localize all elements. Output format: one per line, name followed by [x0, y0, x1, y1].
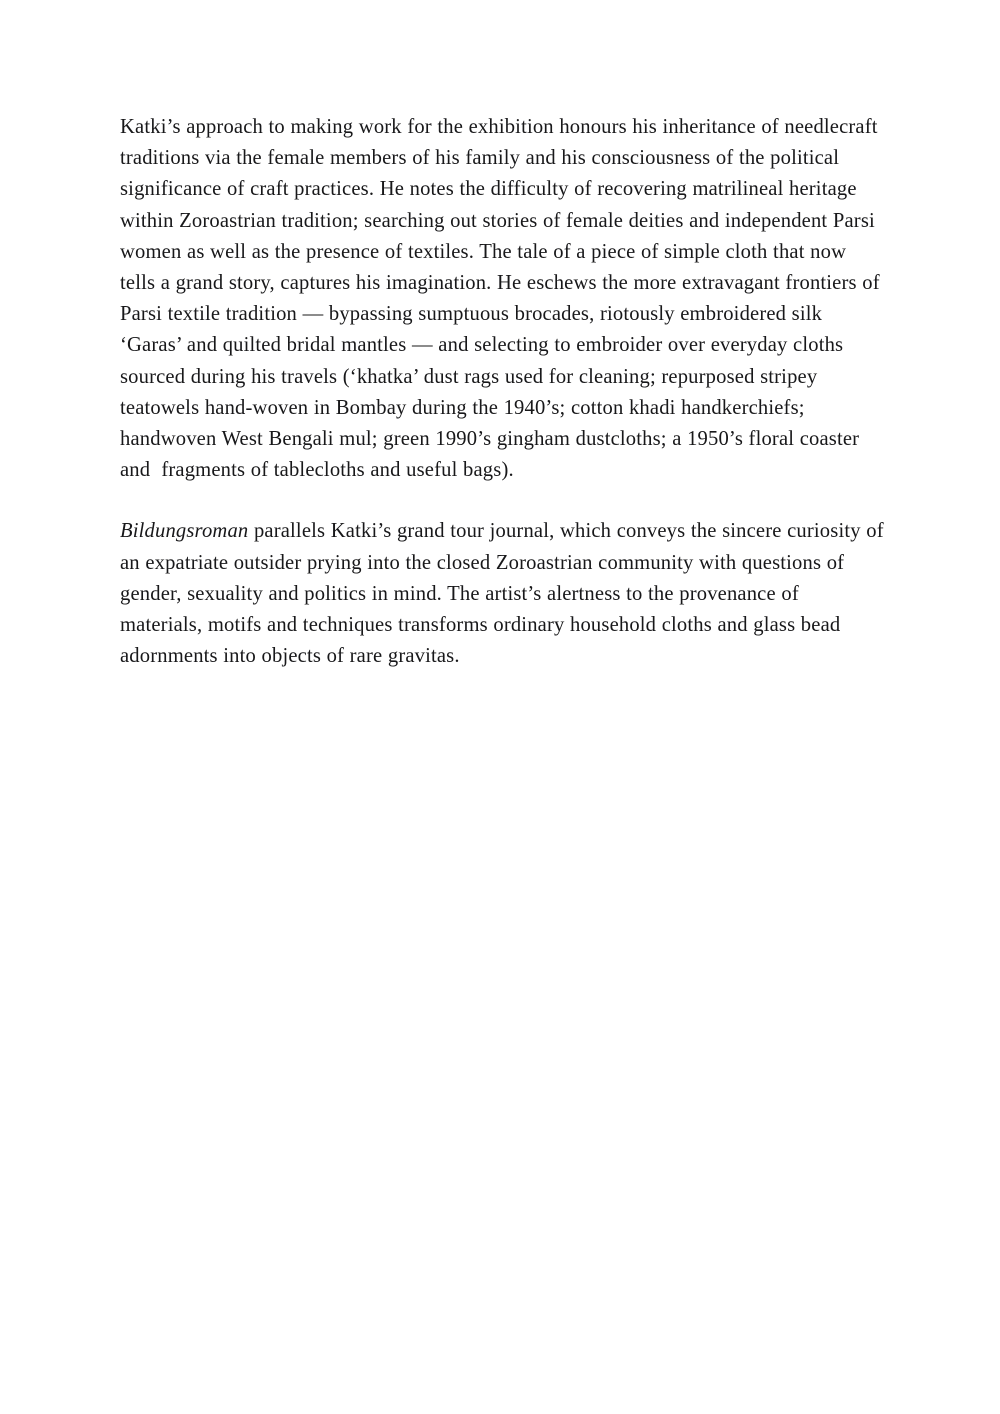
paragraph-2-italic-lead: Bildungsroman	[120, 520, 249, 543]
body-text-column	[120, 112, 890, 672]
paragraph-2-text: parallels Katki’s grand tour journal, which conveys the sincere curiosity of an expatriate outsider prying into the closed Zoroastrian community with questions of gender, sexuality and politics in mind. The artist’s alertness to the provenance of materials, motifs and techniques transforms ordinary household cloths and glass bead adornments into objects of rare gravitas.	[120, 520, 890, 668]
body-paragraph-1	[120, 112, 886, 486]
body-paragraph-2	[120, 516, 890, 672]
paragraph-1-text: Katki’s approach to making work for the exhibition honours his inheritance of needlecraft traditions via the female members of his family and his consciousness of the political significance of craft practices. He notes the difficulty of recovering matrilineal heritage within Zoroastrian tradition; searching out stories of female deities and independent Parsi women as well as the presence of textiles. The tale of a piece of simple cloth that now tells a grand story, captures his imagination. He eschews the more extravagant frontiers of Parsi textile tradition — bypassing sumptuous brocades, riotously embroidered silk ‘Garas’ and quilted bridal mantles — and selecting to embroider over everyday cloths sourced during his travels (‘khatka’ dust rags used for cleaning; repurposed stripey teatowels hand-woven in Bombay during the 1940’s; cotton khadi handkerchiefs; handwoven West Bengali mul; green 1990’s gingham dustcloths; a 1950’s floral coaster and fragments of tablecloths and useful bags).	[120, 116, 886, 482]
